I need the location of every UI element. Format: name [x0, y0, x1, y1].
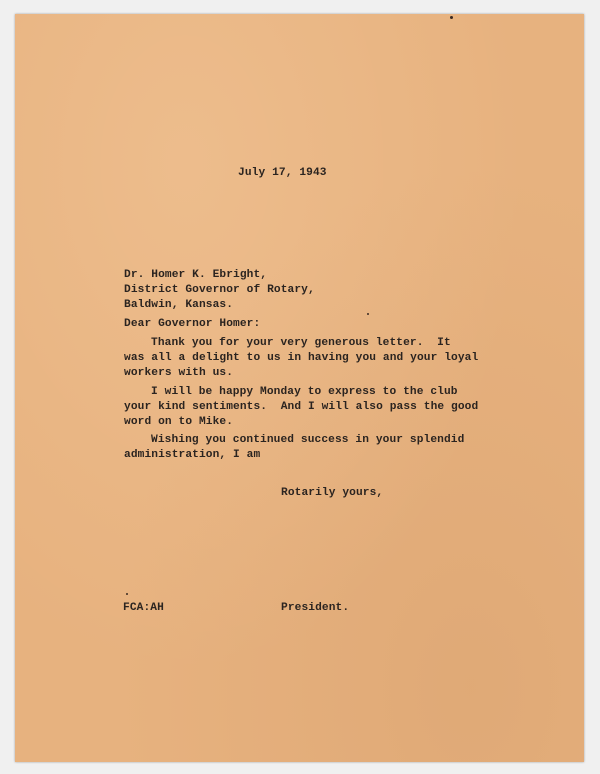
typist-initials: FCA:AH [123, 602, 164, 614]
paragraph-1-line-1: Thank you for your very generous letter. It [151, 337, 451, 349]
paragraph-2-line-2: your kind sentiments. And I will also pass the good [124, 401, 479, 413]
recipient-location: Baldwin, Kansas. [124, 299, 234, 311]
paragraph-2-line-1: I will be happy Monday to express to the club [151, 386, 458, 398]
closing: Rotarily yours, [281, 487, 384, 499]
paragraph-3-line-2: administration, I am [124, 449, 261, 461]
paper-speck [126, 593, 128, 595]
paper-speck [450, 16, 453, 19]
salutation: Dear Governor Homer: [124, 318, 261, 330]
paragraph-2-line-3: word on to Mike. [124, 416, 234, 428]
recipient-name: Dr. Homer K. Ebright, [124, 269, 268, 281]
paragraph-1-line-2: was all a delight to us in having you and your loyal [124, 352, 479, 364]
paper-speck [367, 313, 369, 315]
paragraph-1-line-3: workers with us. [124, 367, 234, 379]
paragraph-3-line-1: Wishing you continued success in your splendid [151, 434, 465, 446]
signature-title: President. [281, 602, 350, 614]
letter-date: July 17, 1943 [238, 167, 327, 179]
recipient-title: District Governor of Rotary, [124, 284, 315, 296]
